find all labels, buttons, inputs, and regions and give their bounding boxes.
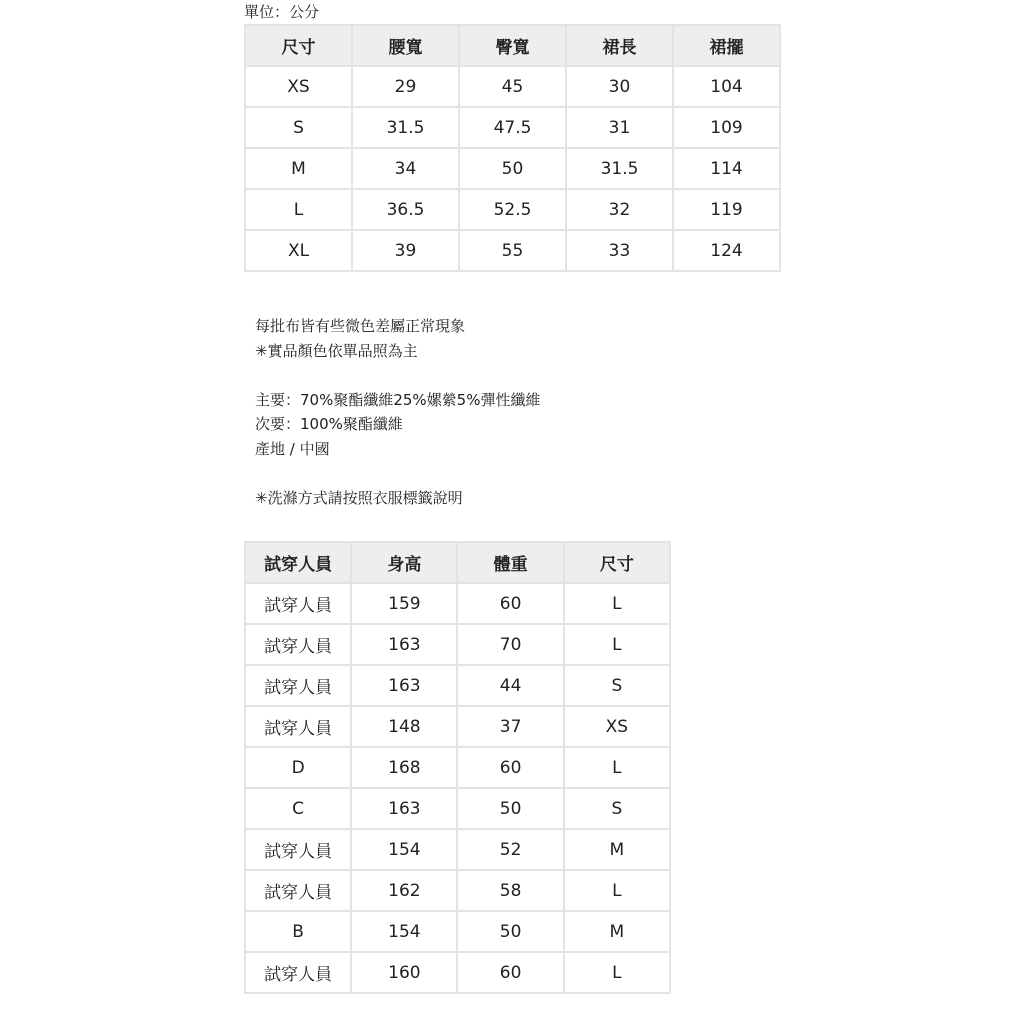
color-note: 每批布皆有些微色差屬正常現象 bbox=[255, 317, 466, 335]
table-cell: 45 bbox=[459, 66, 566, 107]
table-cell: 60 bbox=[457, 952, 563, 993]
table-cell: 55 bbox=[459, 230, 566, 271]
table-cell: 50 bbox=[457, 911, 563, 952]
table-cell: L bbox=[564, 747, 670, 788]
table-cell: M bbox=[564, 829, 670, 870]
table-cell: L bbox=[564, 624, 670, 665]
table-row bbox=[245, 66, 780, 107]
table-cell: L bbox=[564, 870, 670, 911]
table-cell: XS bbox=[564, 706, 670, 747]
table-cell: 58 bbox=[457, 870, 563, 911]
table-cell: 37 bbox=[457, 706, 563, 747]
table-cell: 試穿人員 bbox=[245, 870, 351, 911]
table-cell: 60 bbox=[457, 583, 563, 624]
header-weight: 體重 bbox=[457, 542, 563, 583]
table-cell: M bbox=[245, 148, 352, 189]
table-cell: 104 bbox=[673, 66, 780, 107]
table-cell: 36.5 bbox=[352, 189, 459, 230]
header-hem: 裙擺 bbox=[673, 25, 780, 66]
table-cell: 試穿人員 bbox=[245, 829, 351, 870]
table-row bbox=[245, 788, 670, 829]
table-cell: 50 bbox=[459, 148, 566, 189]
wash-note: ✳洗滌方式請按照衣服標籤說明 bbox=[255, 488, 463, 507]
table-row bbox=[245, 230, 780, 271]
table-cell: D bbox=[245, 747, 351, 788]
header-model: 試穿人員 bbox=[245, 542, 351, 583]
material-secondary: 次要：100%聚酯纖維 bbox=[255, 415, 403, 433]
table-cell: XS bbox=[245, 66, 352, 107]
table-cell: 50 bbox=[457, 788, 563, 829]
table-row bbox=[245, 624, 670, 665]
table-cell: 168 bbox=[351, 747, 457, 788]
table-row bbox=[245, 952, 670, 993]
table-cell: 33 bbox=[566, 230, 673, 271]
table-cell: 114 bbox=[673, 148, 780, 189]
header-hip: 臀寬 bbox=[459, 25, 566, 66]
table-row bbox=[245, 870, 670, 911]
table-cell: 52.5 bbox=[459, 189, 566, 230]
table-cell: 47.5 bbox=[459, 107, 566, 148]
spacer bbox=[255, 363, 540, 388]
table-cell: S bbox=[245, 107, 352, 148]
table-row bbox=[245, 747, 670, 788]
table-cell: 162 bbox=[351, 870, 457, 911]
table-cell: 70 bbox=[457, 624, 563, 665]
spacer bbox=[255, 461, 540, 486]
size-table bbox=[244, 24, 781, 272]
table-cell: XL bbox=[245, 230, 352, 271]
table-cell: 163 bbox=[351, 624, 457, 665]
table-cell: 31 bbox=[566, 107, 673, 148]
table-cell: 148 bbox=[351, 706, 457, 747]
color-note: ✳實品顏色依單品照為主 bbox=[255, 341, 418, 360]
unit-label: 單位：公分 bbox=[244, 3, 320, 21]
table-cell: 試穿人員 bbox=[245, 706, 351, 747]
table-cell: 154 bbox=[351, 829, 457, 870]
table-cell: 124 bbox=[673, 230, 780, 271]
table-row bbox=[245, 148, 780, 189]
table-cell: 44 bbox=[457, 665, 563, 706]
header-waist: 腰寬 bbox=[352, 25, 459, 66]
table-cell: 試穿人員 bbox=[245, 583, 351, 624]
table-cell: 119 bbox=[673, 189, 780, 230]
size-table-header-row bbox=[245, 25, 780, 66]
table-cell: 109 bbox=[673, 107, 780, 148]
table-cell: B bbox=[245, 911, 351, 952]
table-cell: 試穿人員 bbox=[245, 952, 351, 993]
tryon-table bbox=[244, 541, 671, 994]
table-cell: 30 bbox=[566, 66, 673, 107]
table-cell: S bbox=[564, 788, 670, 829]
table-cell: 31.5 bbox=[352, 107, 459, 148]
product-notes bbox=[255, 314, 540, 510]
table-cell: 試穿人員 bbox=[245, 624, 351, 665]
header-size: 尺寸 bbox=[564, 542, 670, 583]
table-cell: 31.5 bbox=[566, 148, 673, 189]
header-size: 尺寸 bbox=[245, 25, 352, 66]
table-row bbox=[245, 911, 670, 952]
table-row bbox=[245, 665, 670, 706]
table-cell: 163 bbox=[351, 665, 457, 706]
table-cell: 39 bbox=[352, 230, 459, 271]
table-cell: C bbox=[245, 788, 351, 829]
table-cell: 159 bbox=[351, 583, 457, 624]
table-cell: 29 bbox=[352, 66, 459, 107]
table-cell: L bbox=[564, 583, 670, 624]
table-row bbox=[245, 107, 780, 148]
origin: 產地 / 中國 bbox=[255, 439, 330, 458]
table-row bbox=[245, 583, 670, 624]
header-skirt-length: 裙長 bbox=[566, 25, 673, 66]
table-cell: S bbox=[564, 665, 670, 706]
table-cell: 34 bbox=[352, 148, 459, 189]
table-row bbox=[245, 829, 670, 870]
table-cell: 52 bbox=[457, 829, 563, 870]
material-main: 主要：70%聚酯纖維25%嫘縈5%彈性纖維 bbox=[255, 390, 541, 409]
header-height: 身高 bbox=[351, 542, 457, 583]
table-row bbox=[245, 706, 670, 747]
tryon-table-header-row bbox=[245, 542, 670, 583]
table-cell: 160 bbox=[351, 952, 457, 993]
table-cell: 試穿人員 bbox=[245, 665, 351, 706]
table-cell: 163 bbox=[351, 788, 457, 829]
table-cell: 154 bbox=[351, 911, 457, 952]
table-cell: L bbox=[564, 952, 670, 993]
table-cell: M bbox=[564, 911, 670, 952]
table-row bbox=[245, 189, 780, 230]
table-cell: 60 bbox=[457, 747, 563, 788]
table-cell: L bbox=[245, 189, 352, 230]
table-cell: 32 bbox=[566, 189, 673, 230]
